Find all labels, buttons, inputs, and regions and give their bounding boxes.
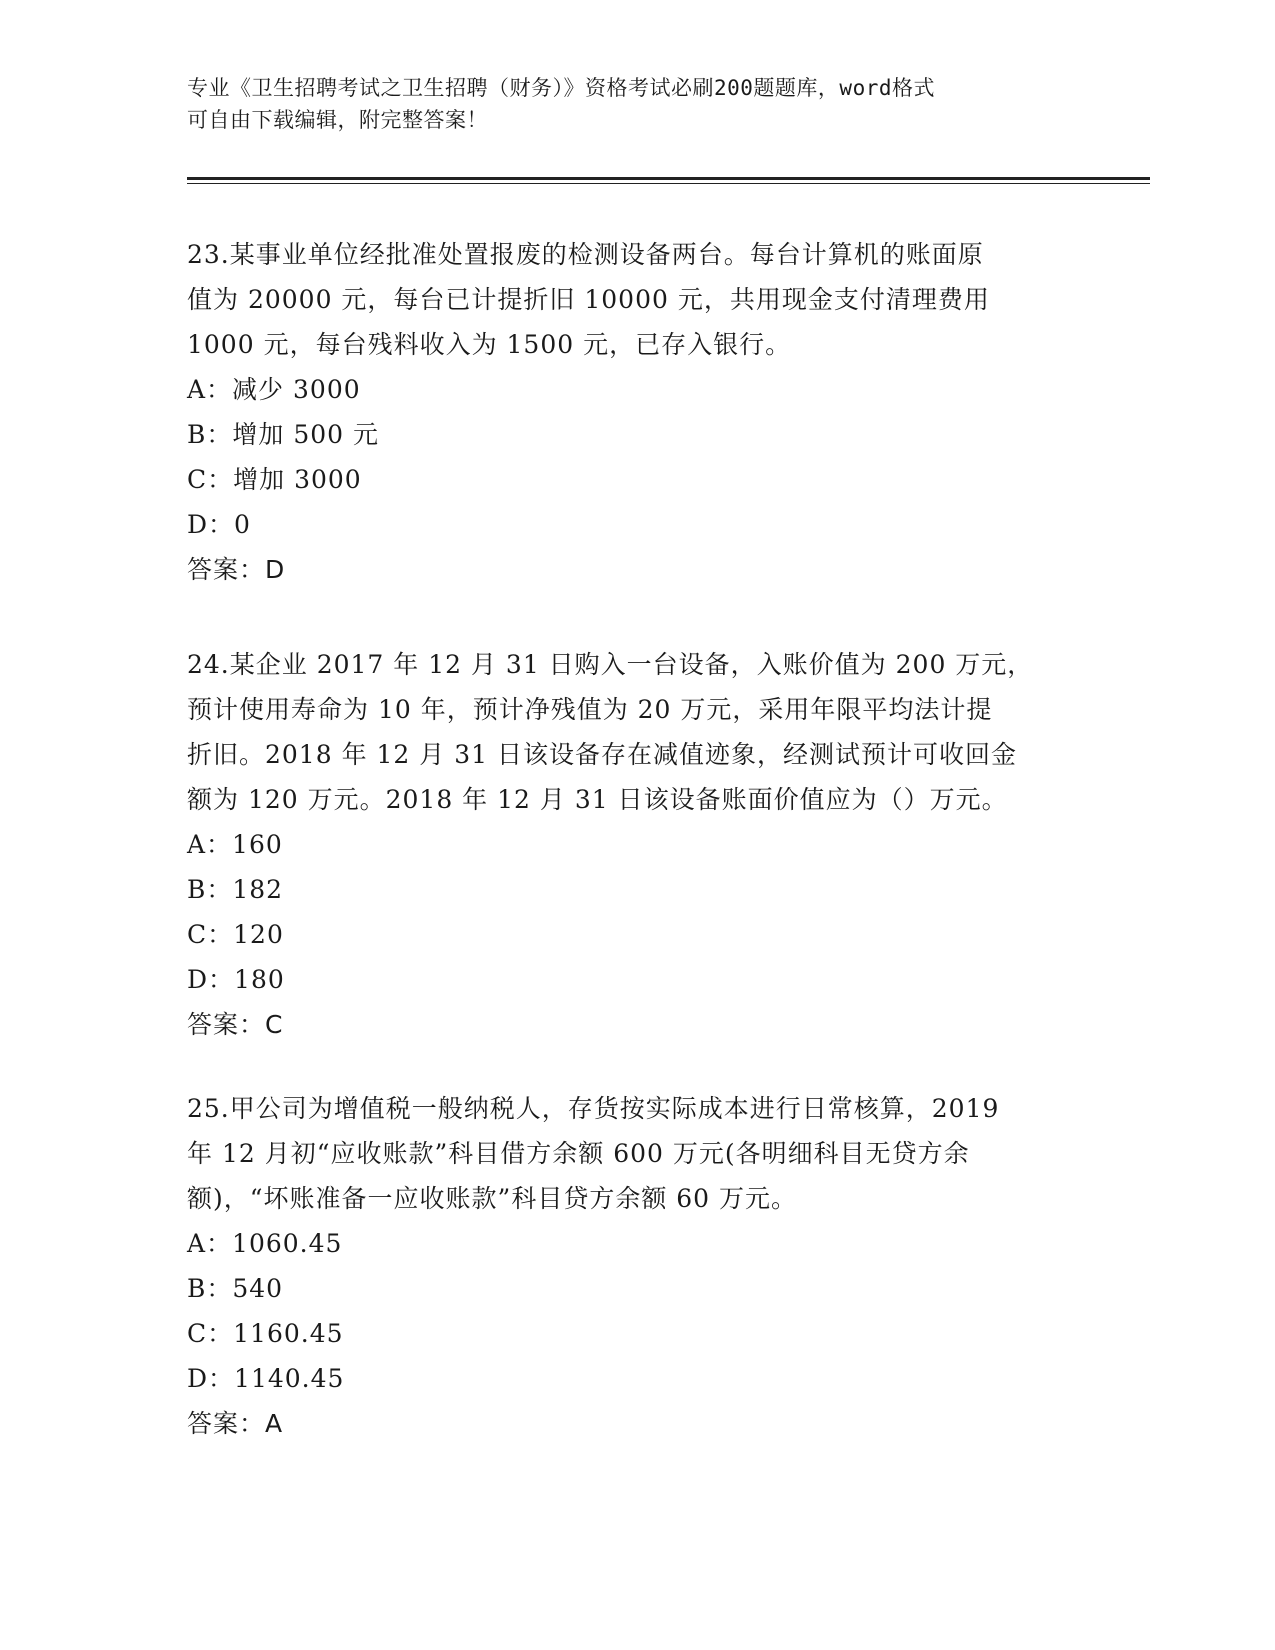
option-a: A：减少 3000 (187, 375, 361, 404)
answer-line: 答案：C (187, 1010, 284, 1039)
stem-line: 25.甲公司为增值税一般纳税人，存货按实际成本进行日常核算，2019 (187, 1094, 1000, 1123)
option-a: A：1060.45 (187, 1229, 343, 1258)
header-divider-thick (187, 177, 1150, 180)
question-24 (187, 642, 1087, 1047)
question-25 (187, 1086, 1087, 1446)
option-c: C：120 (187, 920, 284, 949)
answer-line: 答案：D (187, 555, 286, 584)
option-c: C：1160.45 (187, 1319, 344, 1348)
stem-line: 24.某企业 2017 年 12 月 31 日购入一台设备，入账价值为 200 万元， (187, 650, 1034, 679)
question-stem (187, 232, 1087, 367)
option-d: D：180 (187, 965, 285, 994)
stem-line: 额为 120 万元。2018 年 12 月 31 日该设备账面价值应为（）万元。 (187, 785, 1008, 814)
document-header (187, 72, 1067, 136)
option-d: D：0 (187, 510, 251, 539)
stem-line: 23.某事业单位经批准处置报废的检测设备两台。每台计算机的账面原 (187, 240, 984, 269)
stem-line: 值为 20000 元，每台已计提折旧 10000 元，共用现金支付清理费用 (187, 285, 990, 314)
stem-line: 年 12 月初“应收账款”科目借方余额 600 万元(各明细科目无贷方余 (187, 1139, 970, 1168)
question-stem (187, 1086, 1087, 1221)
stem-line: 额)，“坏账准备一应收账款”科目贷方余额 60 万元。 (187, 1184, 798, 1213)
header-line-2: 可自由下载编辑，附完整答案！ (187, 108, 488, 132)
header-divider-thin (187, 183, 1150, 184)
option-b: B：增加 500 元 (187, 420, 379, 449)
question-23 (187, 232, 1087, 592)
stem-line: 预计使用寿命为 10 年，预计净残值为 20 万元，采用年限平均法计提 (187, 695, 993, 724)
answer-line: 答案：A (187, 1409, 284, 1438)
option-b: B：540 (187, 1274, 284, 1303)
stem-line: 1000 元，每台残料收入为 1500 元，已存入银行。 (187, 330, 792, 359)
option-a: A：160 (187, 830, 283, 859)
option-c: C：增加 3000 (187, 465, 362, 494)
option-d: D：1140.45 (187, 1364, 345, 1393)
question-stem (187, 642, 1087, 822)
stem-line: 折旧。2018 年 12 月 31 日该设备存在减值迹象，经测试预计可收回金 (187, 740, 1017, 769)
header-line-1: 专业《卫生招聘考试之卫生招聘（财务）》资格考试必刷200题题库，word格式 (187, 76, 935, 100)
option-b: B：182 (187, 875, 284, 904)
